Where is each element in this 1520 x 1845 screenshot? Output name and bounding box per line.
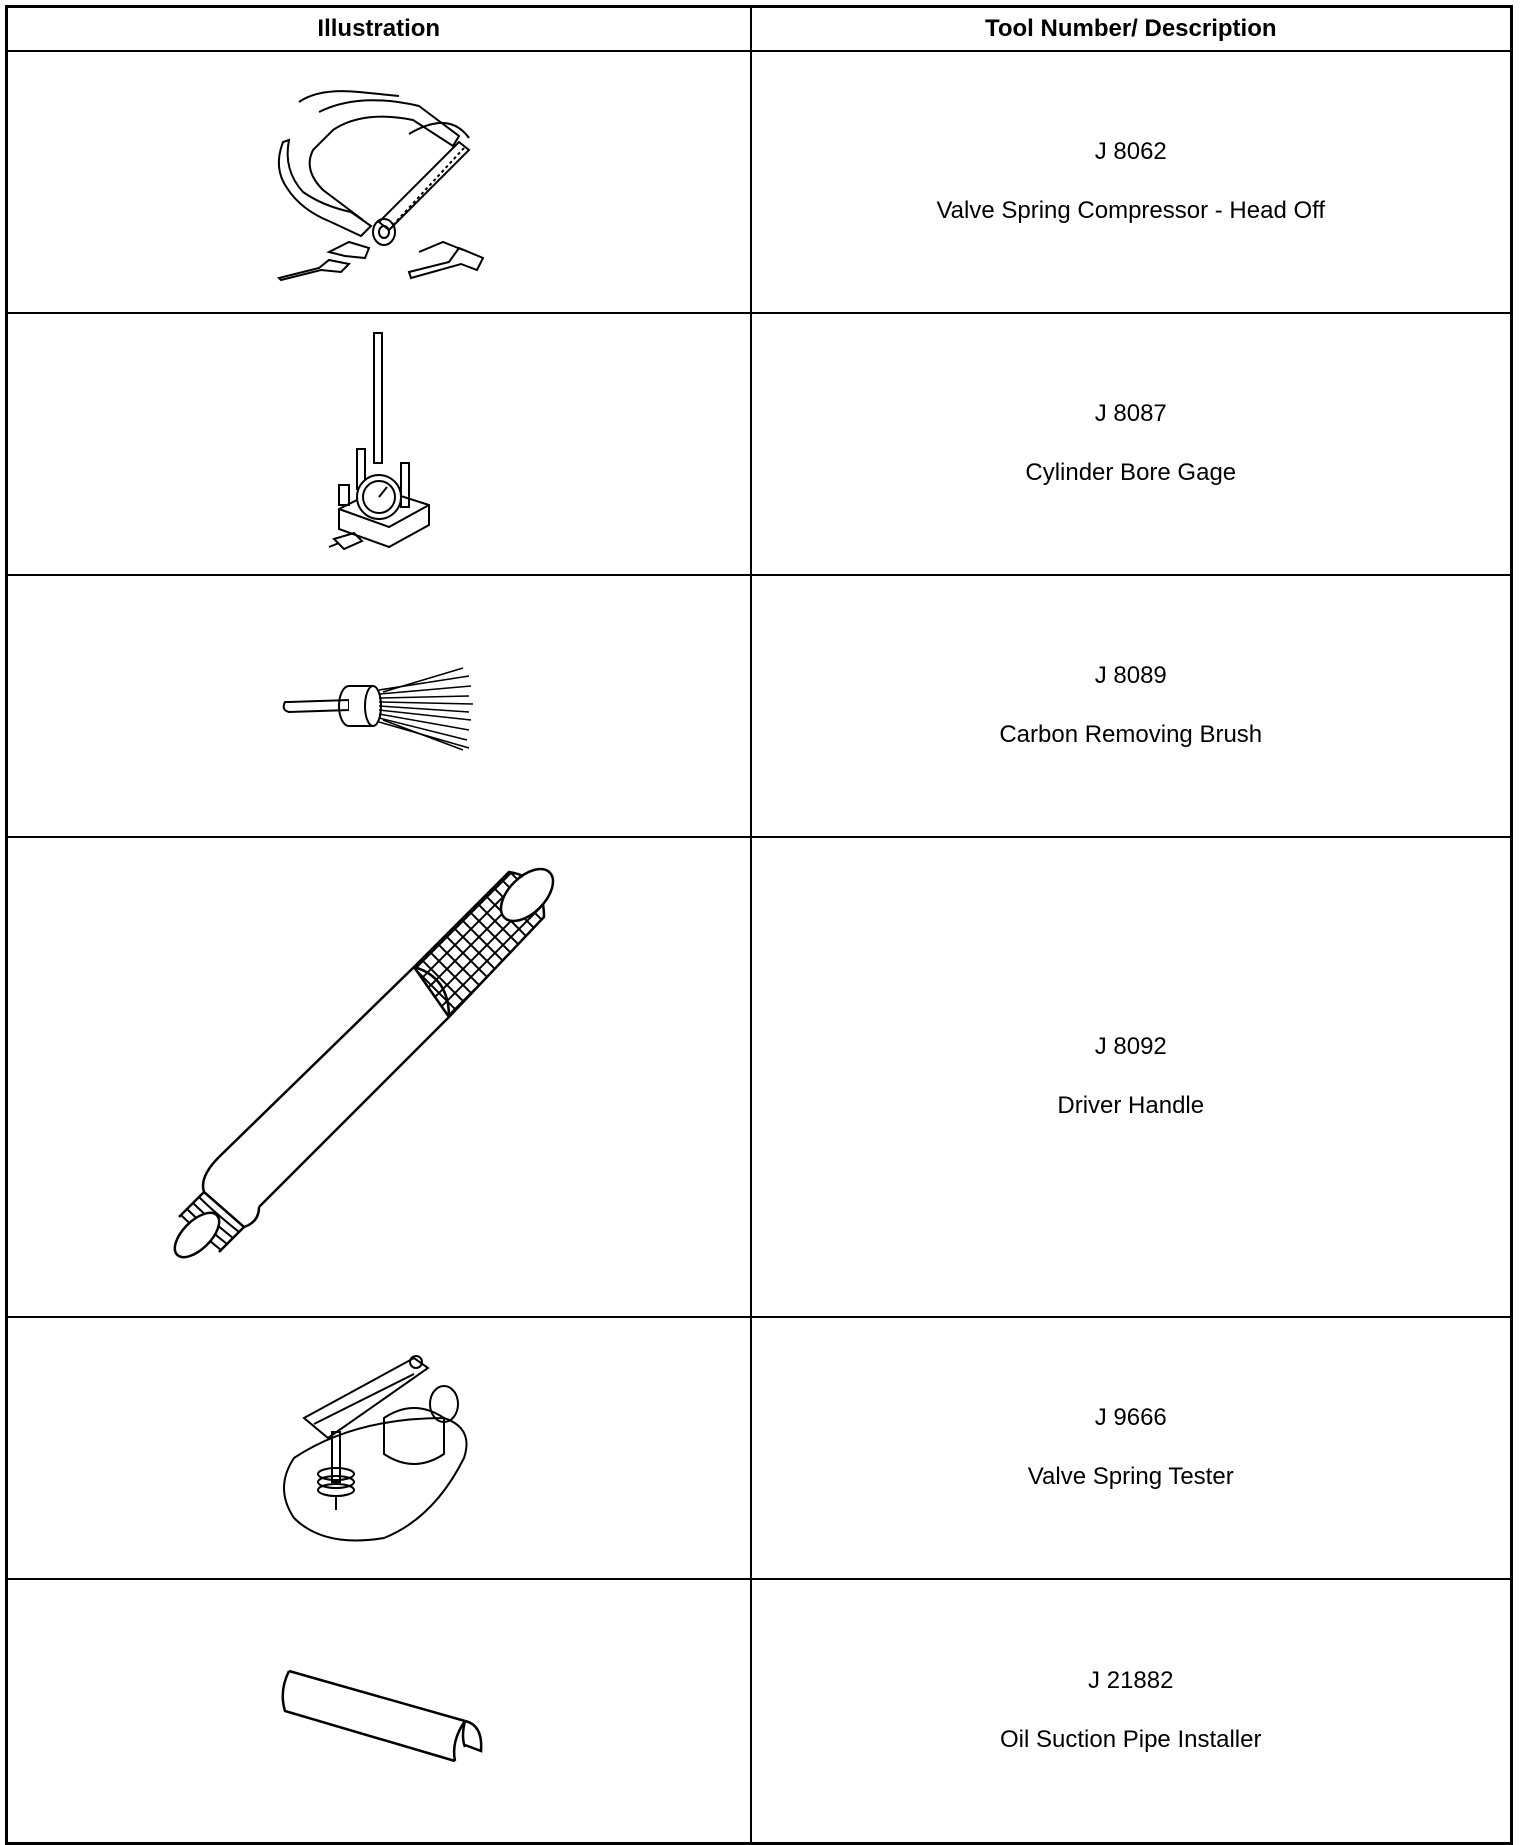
table-row <box>7 313 1512 575</box>
illustration-cell <box>7 837 751 1317</box>
illustration-cell <box>7 313 751 575</box>
tool-description: Cylinder Bore Gage <box>1025 459 1237 486</box>
valve-spring-tester-icon <box>274 1348 484 1548</box>
table-row <box>7 837 1512 1317</box>
description-cell <box>751 1579 1512 1843</box>
table-header-row <box>7 7 1512 52</box>
oil-pipe-installer-icon <box>269 1651 489 1771</box>
description-cell <box>751 1317 1512 1579</box>
tool-description: Valve Spring Compressor - Head Off <box>936 197 1326 224</box>
header-tool-number-description: Tool Number/ Description <box>751 7 1512 52</box>
header-illustration: Illustration <box>7 7 751 52</box>
tool-number: J 8092 <box>1094 1033 1167 1061</box>
description-cell <box>751 837 1512 1317</box>
tool-number: J 9666 <box>1094 1404 1167 1432</box>
tool-number: J 21882 <box>1088 1666 1174 1694</box>
tool-number: J 8062 <box>1094 138 1167 166</box>
illustration-cell <box>7 575 751 837</box>
description-cell <box>751 575 1512 837</box>
table-row <box>7 575 1512 837</box>
table-row <box>7 51 1512 313</box>
driver-handle-icon <box>159 857 599 1297</box>
tool-number: J 8087 <box>1094 400 1167 428</box>
description-cell <box>751 51 1512 313</box>
tool-table <box>5 5 1513 1845</box>
illustration-cell <box>7 51 751 313</box>
illustration-cell <box>7 1317 751 1579</box>
illustration-cell <box>7 1579 751 1843</box>
tool-description: Valve Spring Tester <box>1027 1463 1234 1490</box>
tool-number: J 8089 <box>1094 662 1167 690</box>
valve-spring-compressor-icon <box>259 82 499 282</box>
description-cell <box>751 313 1512 575</box>
tool-description: Driver Handle <box>1057 1092 1205 1119</box>
table-row <box>7 1579 1512 1843</box>
tool-description: Carbon Removing Brush <box>999 721 1263 748</box>
cylinder-bore-gage-icon <box>319 329 439 559</box>
carbon-brush-icon <box>279 656 479 756</box>
table-row <box>7 1317 1512 1579</box>
tool-description: Oil Suction Pipe Installer <box>1000 1725 1262 1753</box>
